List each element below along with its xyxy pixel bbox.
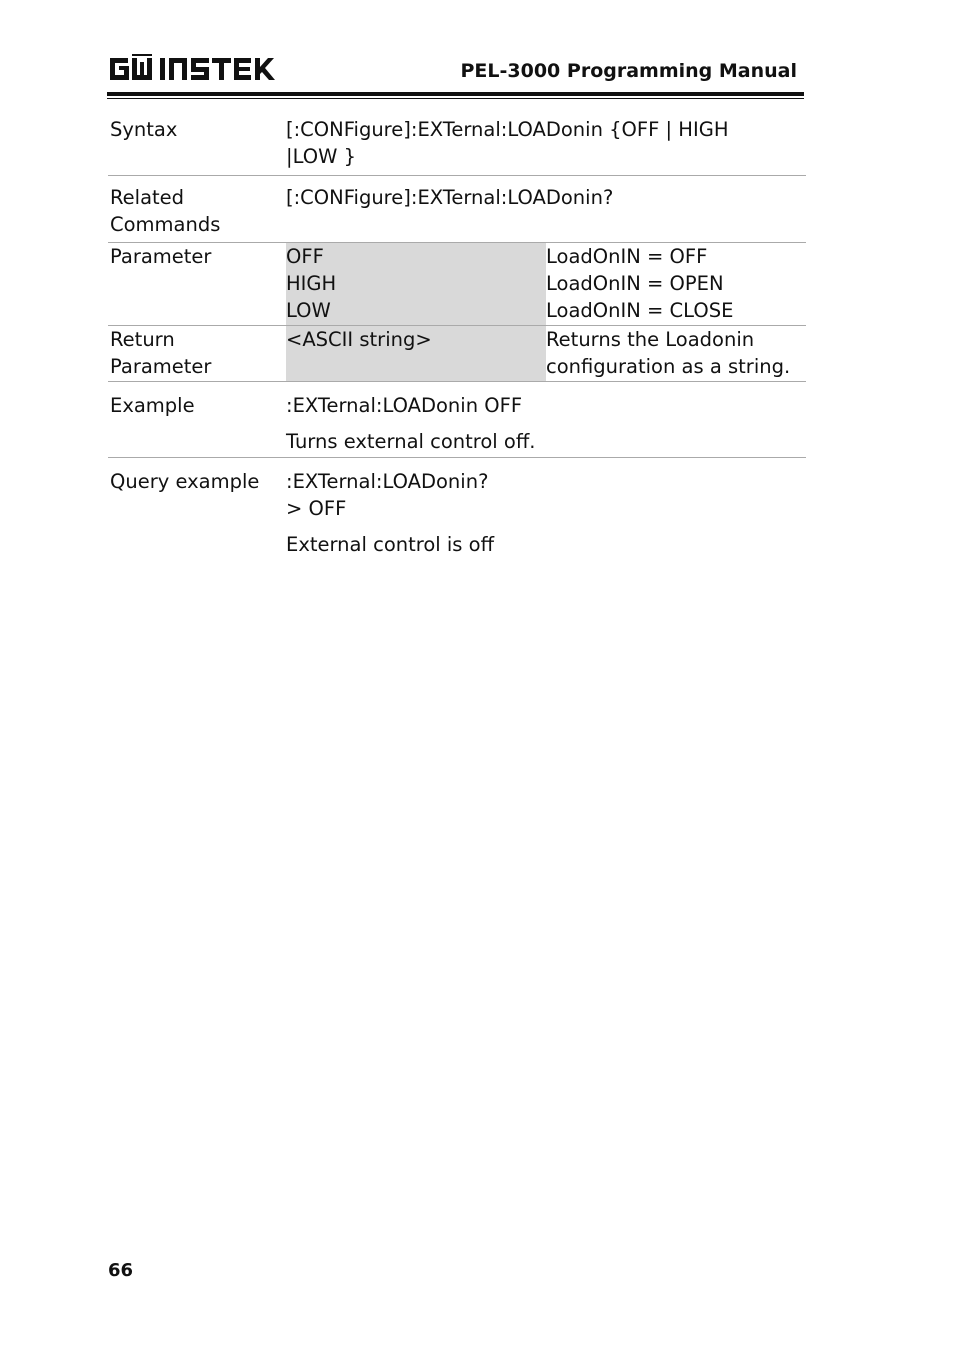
related-commands-value-wrap: [286, 176, 806, 211]
syntax-line-2: |LOW }: [286, 145, 356, 168]
syntax-row: [108, 116, 806, 176]
query-response: > OFF: [286, 497, 347, 520]
query-example-value: [286, 458, 806, 558]
param-desc-off: LoadOnIN = OFF: [546, 245, 708, 268]
parameter-descriptions: [546, 243, 806, 325]
example-value: [286, 382, 806, 455]
parameter-values: [286, 243, 546, 325]
command-table: [108, 116, 806, 568]
syntax-label: Syntax: [110, 118, 178, 141]
related-label-line-2: Commands: [110, 213, 221, 236]
return-parameter-value: <ASCII string>: [286, 328, 432, 351]
query-command: :EXTernal:LOADonin?: [286, 470, 489, 493]
return-parameter-label: Return Parameter: [110, 328, 212, 378]
query-description: External control is off: [286, 533, 495, 556]
param-low: LOW: [286, 299, 331, 322]
syntax-line-1: [:CONFigure]:EXTernal:LOADonin {OFF | HIGH: [286, 118, 729, 141]
query-example-row: [108, 458, 806, 568]
gw-instek-logo: [108, 54, 280, 84]
return-desc-line-1: Returns the Loadonin: [546, 328, 755, 351]
example-row: [108, 382, 806, 458]
param-high: HIGH: [286, 272, 337, 295]
return-parameter-row: [108, 326, 806, 382]
related-label-line-1: Related: [110, 186, 185, 209]
param-desc-close: LoadOnIN = CLOSE: [546, 299, 734, 322]
param-desc-open: LoadOnIN = OPEN: [546, 272, 724, 295]
return-parameter-description: [546, 326, 806, 381]
return-parameter-columns: [286, 326, 806, 381]
related-commands-row: [108, 176, 806, 243]
example-command: :EXTernal:LOADonin OFF: [286, 394, 523, 417]
syntax-value: [286, 116, 806, 170]
header-rule-thick: [107, 92, 804, 96]
query-example-label: Query example: [110, 470, 260, 493]
related-commands-value: [:CONFigure]:EXTernal:LOADonin?: [286, 186, 614, 209]
example-label: Example: [110, 394, 195, 417]
page-number: 66: [108, 1260, 134, 1281]
parameter-label: Parameter: [110, 245, 212, 268]
related-commands-label: [110, 184, 282, 238]
return-desc-line-2: configuration as a string.: [546, 355, 791, 378]
param-off: OFF: [286, 245, 324, 268]
header-rule-thin: [107, 98, 804, 99]
example-description: Turns external control off.: [286, 430, 536, 453]
return-parameter-value-cell: [286, 326, 546, 381]
parameter-row: [108, 243, 806, 326]
manual-title: PEL-3000 Programming Manual: [460, 60, 797, 82]
parameter-columns: [286, 243, 806, 325]
